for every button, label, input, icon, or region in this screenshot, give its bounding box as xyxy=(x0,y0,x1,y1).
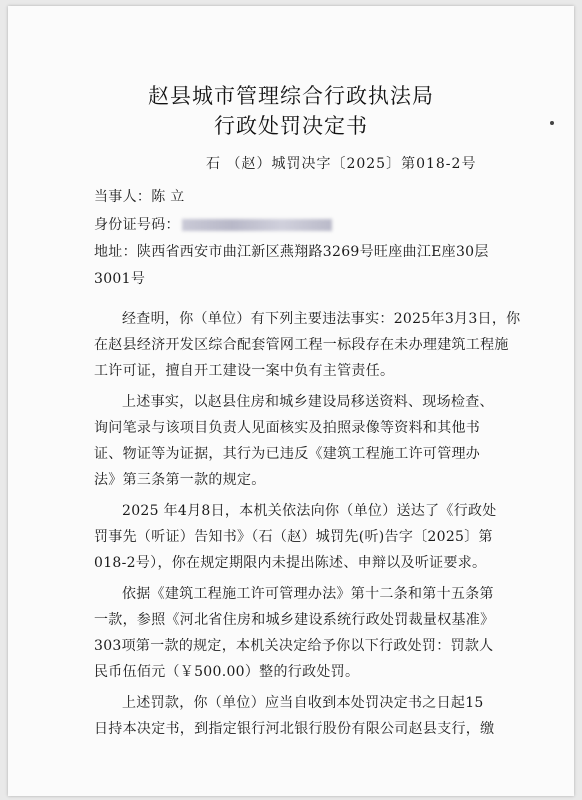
party-address-line1: 陕西省西安市曲江新区燕翔路3269号旺座曲江E座30层 xyxy=(136,244,489,260)
document-number: 石 （赵）城罚决字〔2025〕第018-2号 xyxy=(206,156,477,172)
body-line: 日持本决定书，到指定银行河北银行股份有限公司赵县支行，缴 xyxy=(94,721,495,737)
scan-speck xyxy=(550,121,554,125)
body-line: 依据《建筑工程施工许可管理办法》第十二条和第十五条第 xyxy=(122,586,494,602)
body-line: 上述罚款，你（单位）应当自收到本处罚决定书之日起15 xyxy=(122,695,484,711)
body-line: 303项第一款的规定，本机关决定给予你以下行政处罚：罚款人 xyxy=(94,638,494,654)
body-line: 经查明，你（单位）有下列主要违法事实：2025年3月3日，你 xyxy=(122,311,521,327)
body-line: 证、物证等为证据，其行为已违反《建筑工程施工许可管理办 xyxy=(94,446,481,462)
body-line: 上述事实，以赵县住房和城乡建设局移送资料、现场检查、 xyxy=(122,394,494,410)
agency-title: 赵县城市管理综合行政执法局 xyxy=(148,84,434,108)
body-line: 一款，参照《河北省住房和城乡建设系统行政处罚裁量权基准》 xyxy=(94,612,495,628)
redacted-id-number xyxy=(182,219,332,231)
party-address-label: 地址： xyxy=(94,244,137,260)
body-line: 罚事先（听证）告知书》（石（赵）城罚先(听)告字〔2025〕第 xyxy=(94,529,493,545)
document-page xyxy=(8,6,574,796)
body-line: 在赵县经济开发区综合配套管网工程一标段存在未办理建筑工程施 xyxy=(94,337,509,353)
party-id-label: 身份证号码： xyxy=(94,217,180,233)
body-line: 018-2号），你在规定期限内未提出陈述、申辩以及听证要求。 xyxy=(94,555,487,571)
document-title: 行政处罚决定书 xyxy=(214,114,368,138)
party-address-line2: 3001号 xyxy=(94,271,146,287)
body-line: 民币伍佰元（￥500.00）整的行政处罚。 xyxy=(94,664,360,680)
party-id xyxy=(94,214,332,234)
body-line: 询问笔录与该项目负责人见面核实及拍照录像等资料和其他书 xyxy=(94,420,481,436)
party-name: 当事人：陈 立 xyxy=(94,189,185,205)
party-address xyxy=(94,241,489,261)
body-line: 法》第三条第一款的规定。 xyxy=(94,472,266,488)
body-line: 工许可证，擅自开工建设一案中负有主管责任。 xyxy=(94,363,395,379)
body-line: 2025 年4月8日，本机关依法向你（单位）送达了《行政处 xyxy=(122,503,497,519)
